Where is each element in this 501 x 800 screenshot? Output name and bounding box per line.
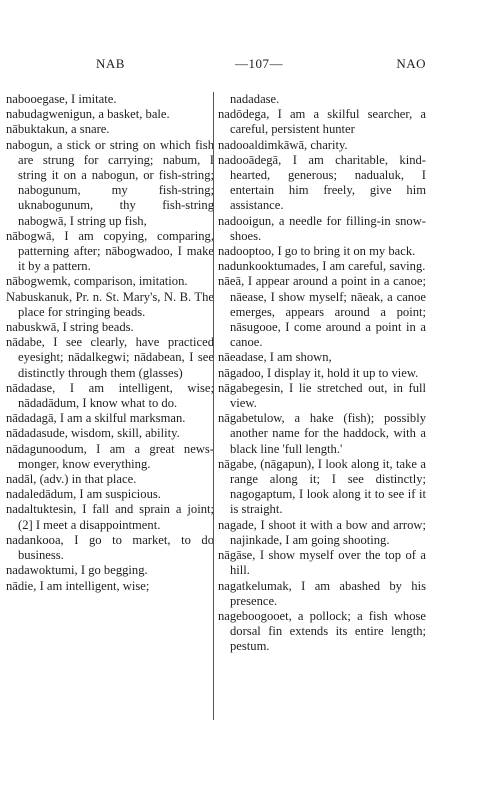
dictionary-entry: nadaledādum, I am suspicious.: [6, 487, 161, 502]
dictionary-entry: nāeā, I appear around a point in a canoe; nāease, I show myself; nāeak, a canoe emerges, appears around a point; nāsugooe, I come around a point in a canoe.: [218, 274, 426, 350]
dictionary-entry: nābogwemk, comparison, imitation.: [6, 274, 188, 289]
dictionary-entry: nadadase.: [230, 92, 280, 106]
dictionary-entry: nadankooa, I go to market, to do business.: [6, 532, 214, 563]
dictionary-entry: nāgabetulow, a hake (fish); possibly another name for the haddock, with a black line 'full length.': [218, 411, 426, 456]
dictionary-entry: nādabe, I see clearly, have practiced eyesight; nādalkegwi; nādabean, I see distinctly through them (glasses): [6, 335, 214, 380]
page-number: —107—: [235, 56, 283, 71]
dictionary-entry: nāgadoo, I display it, hold it up to view.: [218, 365, 419, 380]
dictionary-entry: nādadase, I am intelligent, wise; nādadādum, I know what to do.: [6, 380, 214, 411]
dictionary-entry: nadawoktumi, I go begging.: [6, 563, 148, 578]
dictionary-entry: nadāl, (adv.) in that place.: [6, 472, 137, 487]
right-column: [218, 92, 426, 655]
dictionary-entry: nādie, I am intelligent, wise;: [6, 578, 150, 593]
dictionary-entry: nādadasude, wisdom, skill, ability.: [6, 426, 180, 441]
dictionary-entry: nāeadase, I am shown,: [218, 350, 332, 365]
dictionary-entry: nabuskwā, I string beads.: [6, 320, 134, 335]
column-divider: [213, 92, 214, 720]
dictionary-entry: nādadagā, I am a skilful marksman.: [6, 411, 186, 426]
dictionary-entry: nabudagwenigun, a basket, bale.: [6, 107, 170, 122]
dictionary-entry: nāgabe, (nāgapun), I look along it, take a range along it; I see distinctly; nagogaptum, I look along it to see if it is straight.: [218, 456, 426, 517]
dictionary-entry: nagatkelumak, I am abashed by his presence.: [218, 578, 426, 608]
dictionary-entry: nabooegase, I imitate.: [6, 92, 117, 106]
dictionary-entry: nagade, I shoot it with a bow and arrow; najinkade, I am going shooting.: [218, 517, 426, 547]
dictionary-entry: nāgabegesin, I lie stretched out, in full view.: [218, 380, 426, 411]
header-left: NAB: [96, 56, 125, 71]
dictionary-entry: nadooigun, a needle for filling-in snow-shoes.: [218, 213, 426, 243]
dictionary-entry: nadooaldimkāwā, charity.: [218, 137, 348, 152]
dictionary-entry: nabogun, a stick or string on which fish are strung for carrying; nabum, I string it on a nabogun, or fish-string; nabogunum, my fish-string; uknabogunum, thy fish-string nabogwā, I string up fish,: [6, 137, 214, 228]
page-header: [96, 56, 426, 76]
dictionary-entry: nadaltuktesin, I fall and sprain a joint; (2] I meet a disappointment.: [6, 502, 214, 532]
header-right: NAO: [396, 56, 426, 71]
dictionary-entry: nadōdega, I am a skilful searcher, a careful, persistent hunter: [218, 107, 426, 137]
dictionary-entry: nābuktakun, a snare.: [6, 122, 110, 137]
dictionary-entry: nadunkooktumades, I am careful, saving.: [218, 259, 426, 274]
dictionary-entry: Nabuskanuk, Pr. n. St. Mary's, N. B. The place for stringing beads.: [6, 289, 214, 319]
dictionary-entry: nādagunoodum, I am a great news-monger, know everything.: [6, 441, 214, 471]
dictionary-entry: nābogwā, I am copying, comparing, patterning after; nābogwadoo, I make it by a pattern.: [6, 228, 214, 274]
dictionary-entry: nadooādegā, I am charitable, kind-hearted, generous; nadualuk, I entertain him freely, give him assistance.: [218, 152, 426, 213]
left-column: [6, 92, 214, 594]
dictionary-entry: nāgāse, I show myself over the top of a hill.: [218, 548, 426, 578]
dictionary-entry: nadooptoo, I go to bring it on my back.: [218, 244, 416, 259]
dictionary-entry: nageboogooet, a pollock; a fish whose dorsal fin extends its entire length; pestum.: [218, 608, 426, 654]
